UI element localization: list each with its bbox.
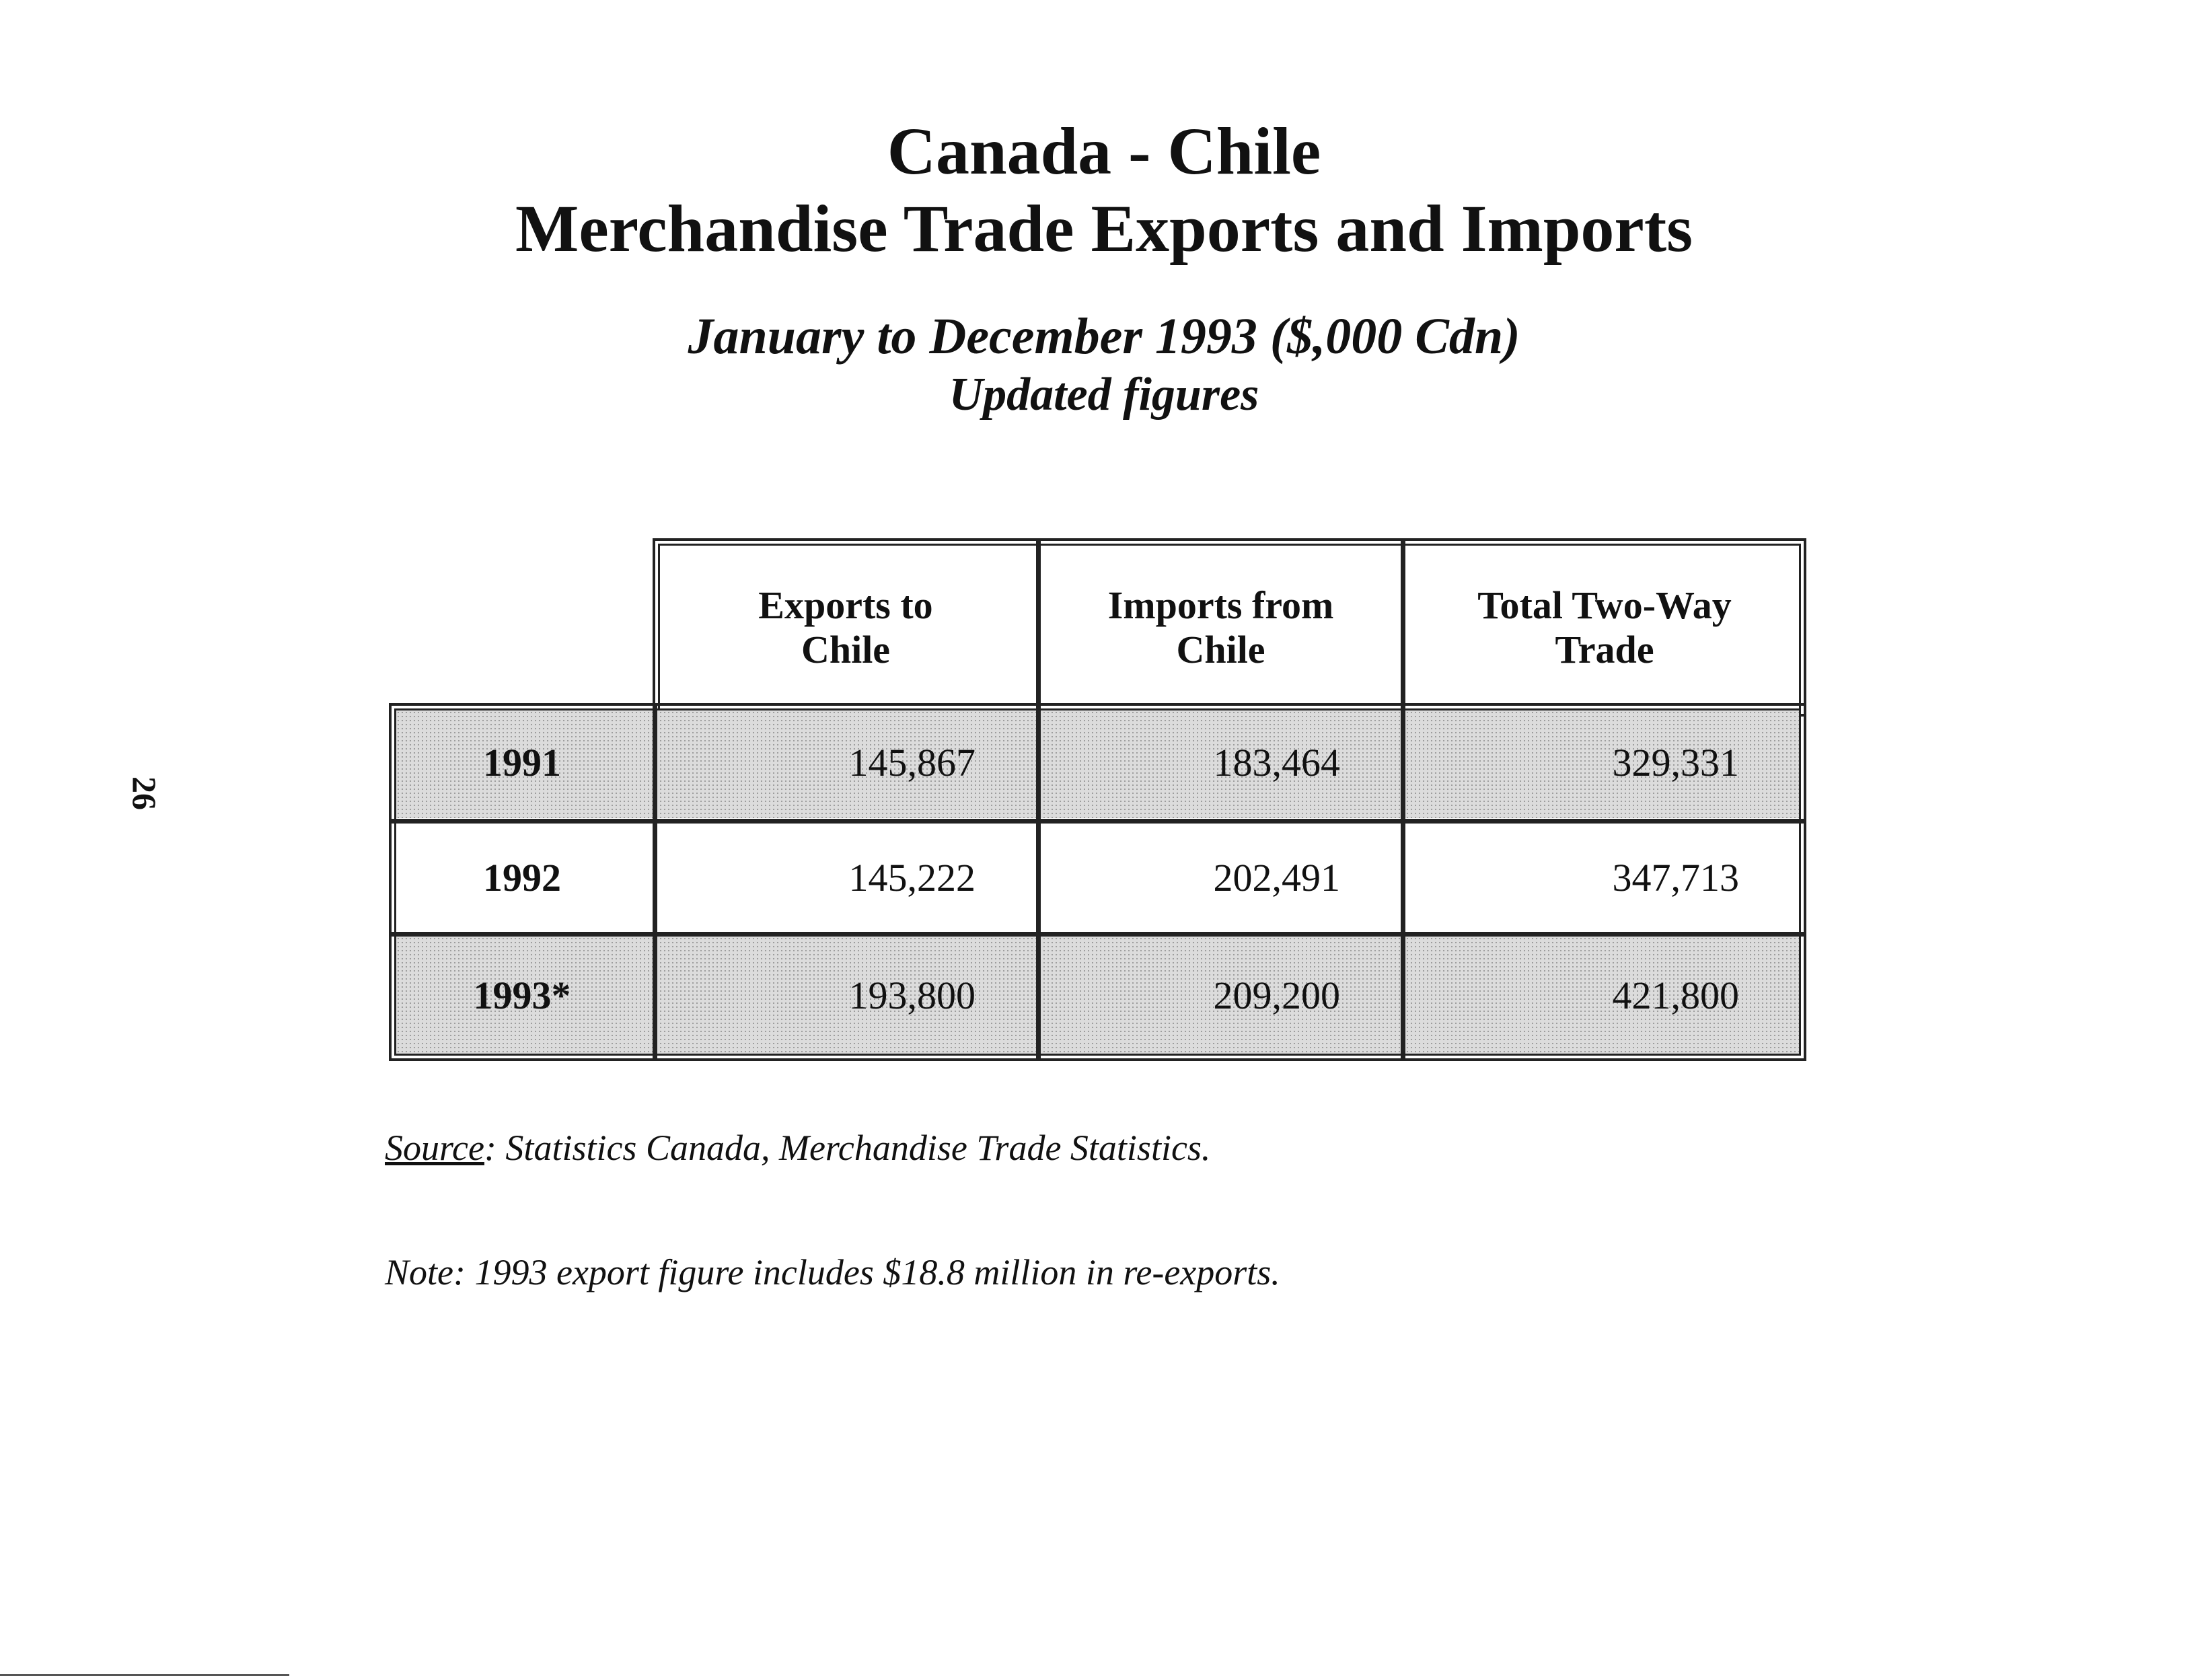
- column-header-imports-line2: Chile: [1176, 627, 1265, 671]
- column-divider: [1036, 541, 1041, 714]
- row-divider: [392, 932, 1804, 937]
- cell-imports-1992: 202,491: [1213, 856, 1340, 900]
- column-divider: [1401, 706, 1405, 1058]
- row-year-1993: 1993*: [473, 974, 571, 1017]
- column-divider: [1036, 706, 1041, 1058]
- row-year-1992: 1992: [483, 856, 561, 900]
- column-header-imports-line1: Imports from: [1107, 583, 1334, 627]
- column-header-total-line2: Trade: [1555, 627, 1654, 671]
- cell-exports-1991: 145,867: [848, 740, 976, 784]
- column-divider: [1401, 541, 1405, 714]
- source-label: Source: [385, 1128, 484, 1168]
- column-header-total: [1405, 541, 1804, 714]
- table-header: [653, 538, 1806, 717]
- subtitle-period: January to December 1993 ($,000 Cdn): [688, 308, 1520, 365]
- source-note: [385, 1127, 1210, 1169]
- cell-total-1992: 347,713: [1612, 856, 1739, 900]
- page-number: 26: [126, 776, 163, 810]
- column-header-imports: [1041, 541, 1401, 714]
- cell-imports-1991: 183,464: [1213, 740, 1340, 784]
- column-header-exports-line1: Exports to: [758, 583, 933, 627]
- subtitle-updated: Updated figures: [949, 369, 1259, 421]
- cell-imports-1993: 209,200: [1213, 974, 1340, 1017]
- row-year-1991: 1991: [483, 740, 561, 784]
- table-body: [389, 703, 1806, 1061]
- column-divider: [653, 706, 657, 1058]
- title-line-2: Merchandise Trade Exports and Imports: [515, 191, 1693, 266]
- source-text: : Statistics Canada, Merchandise Trade Statistics.: [484, 1128, 1211, 1168]
- cell-exports-1992: 145,222: [848, 856, 976, 900]
- cell-total-1991: 329,331: [1612, 740, 1739, 784]
- column-header-exports: [655, 541, 1036, 714]
- row-divider: [392, 819, 1804, 824]
- cell-exports-1993: 193,800: [848, 974, 976, 1017]
- column-header-exports-line2: Chile: [801, 627, 891, 671]
- footnote: Note: 1993 export figure includes $18.8 million in re-exports.: [385, 1252, 1280, 1292]
- cell-total-1993: 421,800: [1612, 974, 1739, 1017]
- scan-edge-rule: [0, 1674, 289, 1676]
- title-line-1: Canada - Chile: [887, 114, 1321, 188]
- column-header-total-line1: Total Two-Way: [1477, 583, 1732, 627]
